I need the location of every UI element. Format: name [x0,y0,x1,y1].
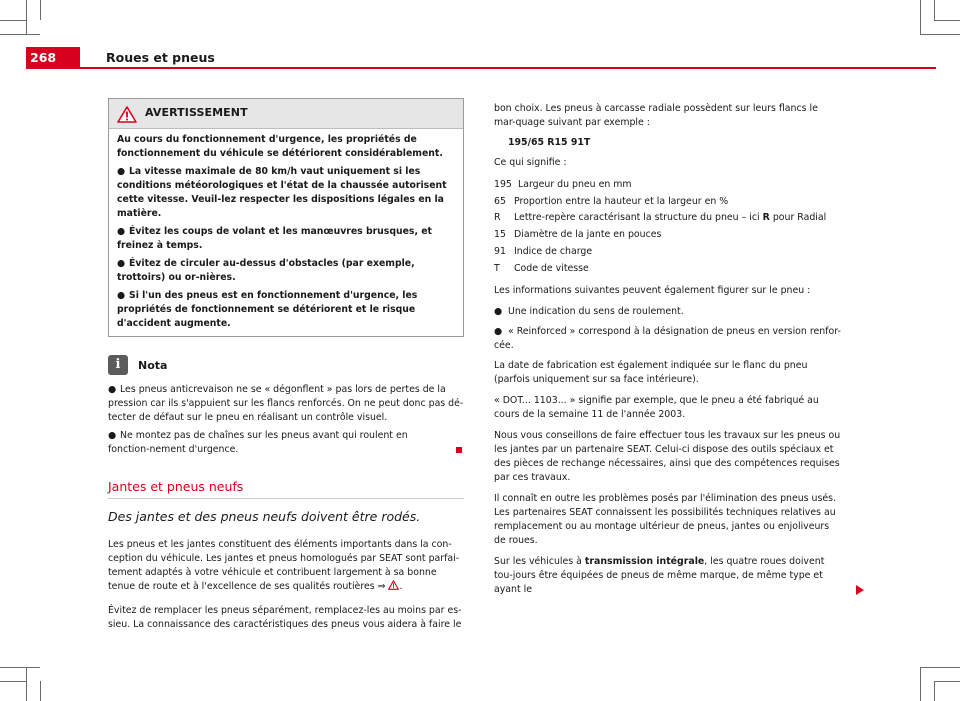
warning-body [109,129,463,336]
continue-arrow-icon [856,585,864,595]
crop-mark [934,681,960,682]
warning-bullet: ● Évitez les coups de volant et les manœuvres brusques, et freinez à temps. [117,226,432,251]
legend-row: 91 Indice de charge [494,245,593,257]
legend-row: 195 Largeur du pneu en mm [494,179,632,190]
crop-mark [934,681,935,701]
page-header [26,47,936,68]
crop-mark [0,20,26,21]
list-item: ● « Reinforced » correspond à la désignation de pneus en version renfor-cée. [494,326,841,352]
paragraph: Évitez de remplacer les pneus séparément, remplacez-les au moins par es-sieu. La connaissance des caractéristiques des pneus vous aidera à faire le [108,605,462,630]
crop-mark [934,0,935,20]
left-column [108,98,464,632]
crop-mark [920,34,960,35]
crop-mark [40,0,41,20]
warning-title: AVERTISSEMENT [145,106,248,119]
legend-row: T Code de vitesse [494,262,589,274]
section-subheading: Des jantes et des pneus neufs doivent être rodés. [108,509,421,524]
note-title: Nota [138,359,168,372]
crop-mark [26,667,27,701]
warning-bullet: ● Évitez de circuler au-dessus d'obstacles (par exemple, trottoirs) ou or-nières. [117,258,415,283]
crop-mark [0,34,40,35]
header-rule [26,67,936,69]
paragraph: « DOT... 1103... » signifie par exemple, que le pneu a été fabriqué au cours de la semaine 11 de l'année 2003. [494,395,819,421]
tire-code-legend [494,177,842,277]
warning-reference-icon[interactable] [388,580,399,590]
list-item: ● Une indication du sens de roulement. [494,306,684,318]
paragraph: bon choix. Les pneus à carcasse radiale possèdent sur leurs flancs le mar-quage suivant par exemple : [494,103,818,128]
crop-mark [920,0,921,34]
crop-mark [920,667,960,668]
paragraph: La date de fabrication est également indiquée sur le flanc du pneu (parfois uniquement sur sa face intérieure). [494,360,808,386]
note-bullet: ● Ne montez pas de chaînes sur les pneus avant qui roulent en fonction-nement d'urgence. [108,430,408,455]
paragraph: Ce qui signifie : [494,157,567,168]
warning-intro: Au cours du fonctionnement d'urgence, les propriétés de fonctionnement du véhicule se détériorent considérablement. [117,134,443,159]
note-block [108,355,464,457]
crop-mark [0,667,40,668]
running-title: Roues et pneus [106,50,215,65]
page-number: 268 [26,47,80,68]
tire-code: 195/65 R15 91T [508,137,591,148]
warning-box [108,98,464,337]
paragraph: Les informations suivantes peuvent également figurer sur le pneu : [494,285,811,297]
right-column [494,102,842,604]
warning-triangle-icon [117,106,137,123]
section-heading: Jantes et pneus neufs [108,479,464,499]
paragraph: Sur les véhicules à transmission intégrale, les quatre roues doivent tou-jours être équipées de pneus de même marque, de même type et ayant le [494,555,842,597]
warning-header [109,99,463,129]
warning-bullet: ● La vitesse maximale de 80 km/h vaut uniquement si les conditions météorologiques et l'état de la chaussée autorisent cette vitesse. Veuil-lez respecter les dispositions légales en la matière. [117,166,447,219]
crop-mark [0,681,26,682]
crop-mark [40,681,41,701]
note-bullet: ● Les pneus anticrevaison ne se « dégonflent » pas lors de pertes de la pression car ils s'appuient sur les flancs renforcés. On ne peut donc pas dé-tecter de défaut sur le pneu en réalisant un contrôle visuel. [108,384,464,423]
warning-bullet: ● Si l'un des pneus est en fonctionnement d'urgence, les propriétés de fonctionnement se détériorent et le risque d'accident augmente. [117,290,418,329]
legend-row: 15 Diamètre de la jante en pouces [494,229,662,241]
crop-mark [26,0,27,34]
legend-row: 65 Proportion entre la hauteur et la largeur en % [494,195,729,207]
paragraph: Les pneus et les jantes constituent des éléments importants dans la con-ception du véhicule. Les jantes et pneus homologués par SEAT sont parfai-tement adaptés à votre véhicule et contribuent largement à sa bonne tenue de route et à l'excellence de ses qualités routières ⇒ . [108,539,460,592]
crop-mark [934,20,960,21]
paragraph: Nous vous conseillons de faire effectuer tous les travaux sur les pneus ou les jantes par un partenaire SEAT. Celui-ci dispose des outils spéciaux et des pièces de rechange nécessaires, ainsi que des compétences requises par ces travaux. [494,430,841,484]
end-of-section-mark [456,447,462,453]
crop-mark [920,667,921,701]
paragraph: Il connaît en outre les problèmes posés par l'élimination des pneus usés. Les partenaires SEAT connaissent les possibilités techniques relatives au remplacement ou au montage ultérieur de pneus, jantes ou enjoliveurs de roues. [494,493,836,547]
legend-row: R Lettre-repère caractérisant la structure du pneu – ici R pour Radial [494,212,827,224]
info-icon: i [108,355,128,375]
